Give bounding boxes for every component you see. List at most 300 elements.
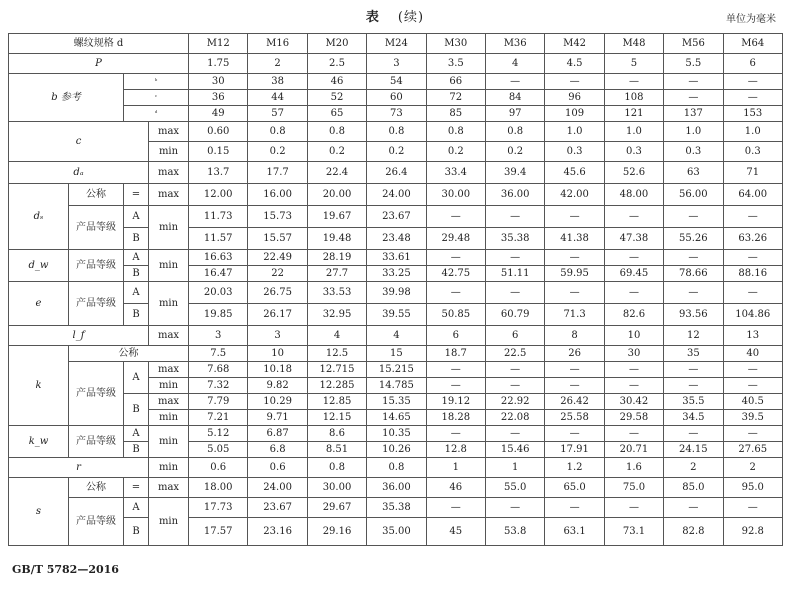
value-cell: 4 xyxy=(485,54,544,74)
value-cell: 26.42 xyxy=(545,394,604,410)
value-cell: 4.5 xyxy=(545,54,604,74)
row-k-B-max xyxy=(9,394,783,410)
min-label: min xyxy=(149,206,189,250)
value-cell: 71 xyxy=(723,162,782,184)
value-cell: — xyxy=(545,250,604,266)
value-cell: 19.12 xyxy=(426,394,485,410)
row-e-B xyxy=(9,304,783,326)
value-cell: — xyxy=(604,250,663,266)
value-cell: 7.68 xyxy=(189,362,248,378)
value-cell: — xyxy=(485,362,544,378)
value-cell: 23.48 xyxy=(367,228,426,250)
value-cell: 52.6 xyxy=(604,162,663,184)
grade-A: A xyxy=(124,206,149,228)
grade-B: B xyxy=(124,228,149,250)
value-cell: 12.15 xyxy=(307,410,366,426)
value-cell: 2 xyxy=(248,54,307,74)
nominal-label: 公称 xyxy=(69,346,189,362)
value-cell: 0.6 xyxy=(189,458,248,478)
max-label: max xyxy=(149,394,189,410)
value-cell: 9.71 xyxy=(248,410,307,426)
value-cell: 16.63 xyxy=(189,250,248,266)
value-cell: — xyxy=(485,282,544,304)
value-cell: 64.00 xyxy=(723,184,782,206)
value-cell: 104.86 xyxy=(723,304,782,326)
value-cell: 0.2 xyxy=(307,142,366,162)
s-label: s xyxy=(9,478,69,546)
value-cell: 0.3 xyxy=(545,142,604,162)
min-label: min xyxy=(149,282,189,326)
k-label: k xyxy=(9,346,69,426)
value-cell: 88.16 xyxy=(723,266,782,282)
value-cell: — xyxy=(664,498,723,518)
value-cell: 36.00 xyxy=(367,478,426,498)
value-cell: 16.47 xyxy=(189,266,248,282)
value-cell: 38 xyxy=(248,74,307,90)
grade-A: A xyxy=(124,362,149,394)
value-cell: 0.8 xyxy=(426,122,485,142)
value-cell: 2 xyxy=(723,458,782,478)
value-cell: 15 xyxy=(367,346,426,362)
value-cell: 46 xyxy=(307,74,366,90)
value-cell: — xyxy=(426,206,485,228)
standard-number: GB/T 5782—2016 xyxy=(12,563,119,576)
value-cell: 33.4 xyxy=(426,162,485,184)
value-cell: 26.17 xyxy=(248,304,307,326)
value-cell: 2.5 xyxy=(307,54,366,74)
grade-A: A xyxy=(124,426,149,442)
value-cell: 137 xyxy=(664,106,723,122)
value-cell: 41.38 xyxy=(545,228,604,250)
nominal-label: 公称 xyxy=(69,184,124,206)
value-cell: 2 xyxy=(664,458,723,478)
value-cell: — xyxy=(545,426,604,442)
value-cell: 72 xyxy=(426,90,485,106)
value-cell: 12.85 xyxy=(307,394,366,410)
value-cell: 10.29 xyxy=(248,394,307,410)
value-cell: 22.92 xyxy=(485,394,544,410)
value-cell: 33.53 xyxy=(307,282,366,304)
col-header: M42 xyxy=(545,34,604,54)
value-cell: 33.25 xyxy=(367,266,426,282)
value-cell: 10 xyxy=(604,326,663,346)
value-cell: 8.6 xyxy=(307,426,366,442)
value-cell: 29.67 xyxy=(307,498,366,518)
row-P xyxy=(9,54,783,74)
value-cell: 56.00 xyxy=(664,184,723,206)
value-cell: 7.79 xyxy=(189,394,248,410)
value-cell: 65 xyxy=(307,106,366,122)
value-cell: 19.85 xyxy=(189,304,248,326)
value-cell: 60 xyxy=(367,90,426,106)
value-cell: 39.4 xyxy=(485,162,544,184)
value-cell: 35 xyxy=(664,346,723,362)
row-s-B xyxy=(9,518,783,546)
max-label: max xyxy=(149,326,189,346)
value-cell: 35.38 xyxy=(367,498,426,518)
value-cell: 97 xyxy=(485,106,544,122)
value-cell: 24.00 xyxy=(248,478,307,498)
row-ds-A xyxy=(9,206,783,228)
value-cell: 36 xyxy=(189,90,248,106)
min-label: min xyxy=(149,378,189,394)
value-cell: 34.5 xyxy=(664,410,723,426)
value-cell: — xyxy=(664,282,723,304)
value-cell: 20.71 xyxy=(604,442,663,458)
value-cell: 16.00 xyxy=(248,184,307,206)
value-cell: — xyxy=(426,282,485,304)
value-cell: 6 xyxy=(723,54,782,74)
col-header: M16 xyxy=(248,34,307,54)
grade-label: 产品等级 xyxy=(69,282,124,326)
value-cell: 5.05 xyxy=(189,442,248,458)
value-cell: 42.00 xyxy=(545,184,604,206)
value-cell: 19.67 xyxy=(307,206,366,228)
value-cell: — xyxy=(545,206,604,228)
value-cell: 12.8 xyxy=(426,442,485,458)
row-kw-B xyxy=(9,442,783,458)
value-cell: 108 xyxy=(604,90,663,106)
col-header: M48 xyxy=(604,34,663,54)
value-cell: 30 xyxy=(604,346,663,362)
row-c-max xyxy=(9,122,783,142)
value-cell: — xyxy=(545,74,604,90)
grade-label: 产品等级 xyxy=(69,206,124,250)
col-header: M20 xyxy=(307,34,366,54)
value-cell: 95.0 xyxy=(723,478,782,498)
row-s-nominal xyxy=(9,478,783,498)
value-cell: 40 xyxy=(723,346,782,362)
row-b1 xyxy=(9,74,783,90)
value-cell: 7.21 xyxy=(189,410,248,426)
row-e-A xyxy=(9,282,783,304)
value-cell: — xyxy=(723,74,782,90)
value-cell: 4 xyxy=(367,326,426,346)
equals-sign: = xyxy=(124,478,149,498)
value-cell: 13.7 xyxy=(189,162,248,184)
value-cell: — xyxy=(604,206,663,228)
value-cell: 18.28 xyxy=(426,410,485,426)
value-cell: — xyxy=(426,426,485,442)
value-cell: 10 xyxy=(248,346,307,362)
equals-sign: = xyxy=(124,184,149,206)
value-cell: 65.0 xyxy=(545,478,604,498)
value-cell: 39.98 xyxy=(367,282,426,304)
value-cell: 63.1 xyxy=(545,518,604,546)
unit-label: 单位为毫米 xyxy=(726,14,776,25)
value-cell: 84 xyxy=(485,90,544,106)
grade-B: B xyxy=(124,394,149,426)
row-kw-A xyxy=(9,426,783,442)
value-cell: 1.0 xyxy=(545,122,604,142)
b-marker: ᶜ xyxy=(124,90,189,106)
value-cell: 32.95 xyxy=(307,304,366,326)
value-cell: 92.8 xyxy=(723,518,782,546)
value-cell: — xyxy=(604,282,663,304)
lf-label: l_f xyxy=(9,326,149,346)
value-cell: — xyxy=(426,250,485,266)
value-cell: 0.8 xyxy=(307,122,366,142)
value-cell: 15.35 xyxy=(367,394,426,410)
value-cell: — xyxy=(664,250,723,266)
value-cell: 12.00 xyxy=(189,184,248,206)
value-cell: — xyxy=(485,74,544,90)
value-cell: 3.5 xyxy=(426,54,485,74)
value-cell: 13 xyxy=(723,326,782,346)
value-cell: 36.00 xyxy=(485,184,544,206)
min-label: min xyxy=(149,426,189,458)
max-label: max xyxy=(149,162,189,184)
table-title xyxy=(0,6,790,25)
grade-label: 产品等级 xyxy=(69,362,124,426)
max-label: max xyxy=(149,362,189,378)
value-cell: 24.15 xyxy=(664,442,723,458)
value-cell: — xyxy=(723,426,782,442)
c-label: c xyxy=(9,122,149,162)
value-cell: 9.82 xyxy=(248,378,307,394)
value-cell: — xyxy=(485,206,544,228)
max-label: max xyxy=(149,122,189,142)
min-label: min xyxy=(149,410,189,426)
value-cell: 29.58 xyxy=(604,410,663,426)
value-cell: 20.00 xyxy=(307,184,366,206)
value-cell: 85 xyxy=(426,106,485,122)
value-cell: — xyxy=(664,74,723,90)
value-cell: 19.48 xyxy=(307,228,366,250)
value-cell: 0.15 xyxy=(189,142,248,162)
value-cell: 24.00 xyxy=(367,184,426,206)
row-b3 xyxy=(9,106,783,122)
value-cell: 1.75 xyxy=(189,54,248,74)
value-cell: 25.58 xyxy=(545,410,604,426)
min-label: min xyxy=(149,250,189,282)
value-cell: 33.61 xyxy=(367,250,426,266)
value-cell: — xyxy=(545,362,604,378)
value-cell: 12.285 xyxy=(307,378,366,394)
value-cell: 51.11 xyxy=(485,266,544,282)
value-cell: — xyxy=(723,362,782,378)
value-cell: 35.38 xyxy=(485,228,544,250)
value-cell: 17.73 xyxy=(189,498,248,518)
value-cell: 11.73 xyxy=(189,206,248,228)
value-cell: — xyxy=(604,378,663,394)
value-cell: 73 xyxy=(367,106,426,122)
value-cell: 20.03 xyxy=(189,282,248,304)
value-cell: 6.8 xyxy=(248,442,307,458)
ds-label: dₛ xyxy=(9,184,69,250)
value-cell: 45 xyxy=(426,518,485,546)
value-cell: 71.3 xyxy=(545,304,604,326)
value-cell: 3 xyxy=(248,326,307,346)
e-label: e xyxy=(9,282,69,326)
value-cell: — xyxy=(604,74,663,90)
value-cell: 14.785 xyxy=(367,378,426,394)
value-cell: 7.32 xyxy=(189,378,248,394)
value-cell: 39.5 xyxy=(723,410,782,426)
value-cell: 12 xyxy=(664,326,723,346)
row-k-nominal xyxy=(9,346,783,362)
value-cell: 85.0 xyxy=(664,478,723,498)
value-cell: 28.19 xyxy=(307,250,366,266)
value-cell: — xyxy=(723,378,782,394)
value-cell: 39.55 xyxy=(367,304,426,326)
min-label: min xyxy=(149,458,189,478)
value-cell: 1.0 xyxy=(723,122,782,142)
value-cell: 59.95 xyxy=(545,266,604,282)
value-cell: 23.67 xyxy=(248,498,307,518)
value-cell: 0.8 xyxy=(485,122,544,142)
grade-A: A xyxy=(124,282,149,304)
value-cell: 63 xyxy=(664,162,723,184)
value-cell: 6.87 xyxy=(248,426,307,442)
col-header: M12 xyxy=(189,34,248,54)
value-cell: 15.57 xyxy=(248,228,307,250)
min-label: min xyxy=(149,498,189,546)
value-cell: 0.8 xyxy=(367,458,426,478)
value-cell: 153 xyxy=(723,106,782,122)
value-cell: 69.45 xyxy=(604,266,663,282)
value-cell: 27.65 xyxy=(723,442,782,458)
grade-label: 产品等级 xyxy=(69,498,124,546)
value-cell: 29.16 xyxy=(307,518,366,546)
value-cell: 5 xyxy=(604,54,663,74)
value-cell: 1 xyxy=(426,458,485,478)
value-cell: — xyxy=(545,498,604,518)
value-cell: — xyxy=(723,282,782,304)
grade-label: 产品等级 xyxy=(69,250,124,282)
value-cell: 78.66 xyxy=(664,266,723,282)
value-cell: 1.0 xyxy=(664,122,723,142)
value-cell: — xyxy=(604,498,663,518)
value-cell: 55.0 xyxy=(485,478,544,498)
value-cell: 5.5 xyxy=(664,54,723,74)
row-ds-B xyxy=(9,228,783,250)
value-cell: 22.49 xyxy=(248,250,307,266)
value-cell: — xyxy=(664,426,723,442)
value-cell: 3 xyxy=(367,54,426,74)
col-header: M64 xyxy=(723,34,782,54)
value-cell: — xyxy=(604,426,663,442)
value-cell: — xyxy=(545,378,604,394)
value-cell: — xyxy=(485,426,544,442)
col-header: M56 xyxy=(664,34,723,54)
value-cell: 82.6 xyxy=(604,304,663,326)
value-cell: 53.8 xyxy=(485,518,544,546)
value-cell: 93.56 xyxy=(664,304,723,326)
value-cell: 75.0 xyxy=(604,478,663,498)
value-cell: 121 xyxy=(604,106,663,122)
value-cell: 66 xyxy=(426,74,485,90)
value-cell: 3 xyxy=(189,326,248,346)
row-dw-B xyxy=(9,266,783,282)
value-cell: 60.79 xyxy=(485,304,544,326)
value-cell: 30.00 xyxy=(307,478,366,498)
value-cell: 17.91 xyxy=(545,442,604,458)
value-cell: 5.12 xyxy=(189,426,248,442)
header-row xyxy=(9,34,783,54)
value-cell: 26 xyxy=(545,346,604,362)
value-cell: 47.38 xyxy=(604,228,663,250)
value-cell: 109 xyxy=(545,106,604,122)
value-cell: 57 xyxy=(248,106,307,122)
value-cell: 15.46 xyxy=(485,442,544,458)
value-cell: — xyxy=(664,378,723,394)
value-cell: — xyxy=(723,206,782,228)
value-cell: 44 xyxy=(248,90,307,106)
value-cell: 73.1 xyxy=(604,518,663,546)
b-marker: ᵇ xyxy=(124,74,189,90)
value-cell: — xyxy=(545,282,604,304)
value-cell: 63.26 xyxy=(723,228,782,250)
value-cell: 54 xyxy=(367,74,426,90)
max-label: max xyxy=(149,184,189,206)
value-cell: 0.2 xyxy=(426,142,485,162)
value-cell: 26.75 xyxy=(248,282,307,304)
value-cell: — xyxy=(426,378,485,394)
value-cell: 6 xyxy=(485,326,544,346)
bolt-dimension-table xyxy=(8,33,783,546)
value-cell: 52 xyxy=(307,90,366,106)
value-cell: 0.3 xyxy=(723,142,782,162)
value-cell: 14.65 xyxy=(367,410,426,426)
value-cell: 26.4 xyxy=(367,162,426,184)
value-cell: 0.2 xyxy=(248,142,307,162)
grade-B: B xyxy=(124,518,149,546)
row-s-A xyxy=(9,498,783,518)
nominal-label: 公称 xyxy=(69,478,124,498)
value-cell: 23.67 xyxy=(367,206,426,228)
value-cell: 0.3 xyxy=(664,142,723,162)
col-header: M36 xyxy=(485,34,544,54)
value-cell: 30.42 xyxy=(604,394,663,410)
value-cell: 11.57 xyxy=(189,228,248,250)
value-cell: 35.5 xyxy=(664,394,723,410)
value-cell: 22.4 xyxy=(307,162,366,184)
dw-label: d_w xyxy=(9,250,69,282)
value-cell: 1.2 xyxy=(545,458,604,478)
value-cell: 23.16 xyxy=(248,518,307,546)
value-cell: 82.8 xyxy=(664,518,723,546)
grade-A: A xyxy=(124,250,149,266)
value-cell: 27.7 xyxy=(307,266,366,282)
value-cell: 4 xyxy=(307,326,366,346)
col-header: M24 xyxy=(367,34,426,54)
row-ds-nominal xyxy=(9,184,783,206)
value-cell: 12.5 xyxy=(307,346,366,362)
value-cell: 15.73 xyxy=(248,206,307,228)
value-cell: — xyxy=(723,90,782,106)
grade-A: A xyxy=(124,498,149,518)
grade-B: B xyxy=(124,304,149,326)
row-r xyxy=(9,458,783,478)
value-cell: — xyxy=(664,206,723,228)
value-cell: 49 xyxy=(189,106,248,122)
value-cell: — xyxy=(426,498,485,518)
value-cell: 1.6 xyxy=(604,458,663,478)
value-cell: — xyxy=(723,250,782,266)
value-cell: 35.00 xyxy=(367,518,426,546)
value-cell: 7.5 xyxy=(189,346,248,362)
value-cell: 0.8 xyxy=(248,122,307,142)
value-cell: 45.6 xyxy=(545,162,604,184)
b-label: b 参考 xyxy=(9,74,124,122)
r-label: r xyxy=(9,458,149,478)
grade-label: 产品等级 xyxy=(69,426,124,458)
value-cell: 10.18 xyxy=(248,362,307,378)
value-cell: — xyxy=(485,378,544,394)
value-cell: 0.60 xyxy=(189,122,248,142)
b-marker: ᵈ xyxy=(124,106,189,122)
